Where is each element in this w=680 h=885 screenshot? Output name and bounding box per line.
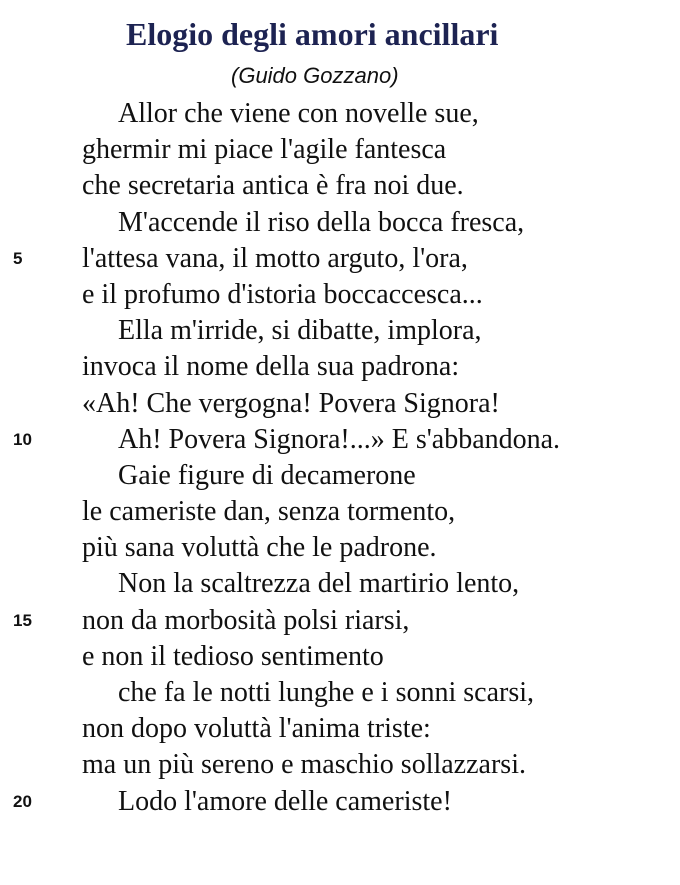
line-text: più sana voluttà che le padrone. bbox=[82, 532, 437, 564]
line-text: le cameriste dan, senza tormento, bbox=[82, 496, 456, 528]
poem-line bbox=[0, 132, 680, 168]
line-text: non da morbosità polsi riarsi, bbox=[82, 604, 410, 636]
poem-line bbox=[0, 313, 680, 349]
poem-line bbox=[0, 711, 680, 747]
line-text: non dopo voluttà l'anima triste: bbox=[82, 713, 431, 745]
poem-line bbox=[0, 603, 680, 639]
line-number: 20 bbox=[13, 791, 32, 811]
poem-line bbox=[0, 639, 680, 675]
poem-line bbox=[0, 458, 680, 494]
line-text: che fa le notti lunghe e i sonni scarsi, bbox=[118, 677, 534, 708]
poem-title: Elogio degli amori ancillari bbox=[126, 16, 499, 52]
poem-line bbox=[0, 96, 680, 132]
poem-line bbox=[0, 530, 680, 566]
line-text: Allor che viene con novelle sue, bbox=[118, 98, 479, 129]
line-text: «Ah! Che vergogna! Povera Signora! bbox=[82, 387, 500, 419]
poem-line bbox=[0, 422, 680, 458]
line-number: 15 bbox=[13, 610, 32, 630]
line-text: Non la scaltrezza del martirio lento, bbox=[118, 568, 520, 600]
line-text: Lodo l'amore delle cameriste! bbox=[118, 785, 452, 817]
line-text: ghermir mi piace l'agile fantesca bbox=[82, 134, 447, 166]
line-number: 5 bbox=[13, 248, 23, 268]
poem-line bbox=[0, 205, 680, 241]
line-text: e il profumo d'istoria boccaccesca... bbox=[82, 278, 483, 310]
line-text: ma un più sereno e maschio sollazzarsi. bbox=[82, 749, 526, 781]
poem-body bbox=[0, 96, 680, 820]
line-text: l'attesa vana, il motto arguto, l'ora, bbox=[82, 242, 468, 274]
poem-author: (Guido Gozzano) bbox=[231, 63, 399, 88]
poem-line bbox=[0, 784, 680, 820]
line-text: Gaie figure di decamerone bbox=[118, 459, 416, 491]
poem-line bbox=[0, 675, 680, 711]
poem-line bbox=[0, 349, 680, 385]
line-text: invoca il nome della sua padrona: bbox=[82, 351, 460, 383]
poem-line bbox=[0, 277, 680, 313]
line-text: M'accende il riso della bocca fresca, bbox=[118, 206, 525, 238]
poem-line bbox=[0, 747, 680, 783]
poem-line bbox=[0, 566, 680, 602]
line-text: Ah! Povera Signora!...» E s'abbandona. bbox=[118, 423, 561, 455]
line-number: 10 bbox=[13, 429, 32, 449]
line-text: e non il tedioso sentimento bbox=[82, 640, 384, 672]
poem-line bbox=[0, 241, 680, 277]
line-text: che secretaria antica è fra noi due. bbox=[82, 170, 464, 202]
poem-line bbox=[0, 494, 680, 530]
poem-line bbox=[0, 386, 680, 422]
line-text: Ella m'irride, si dibatte, implora, bbox=[118, 315, 482, 347]
poem-line bbox=[0, 168, 680, 204]
